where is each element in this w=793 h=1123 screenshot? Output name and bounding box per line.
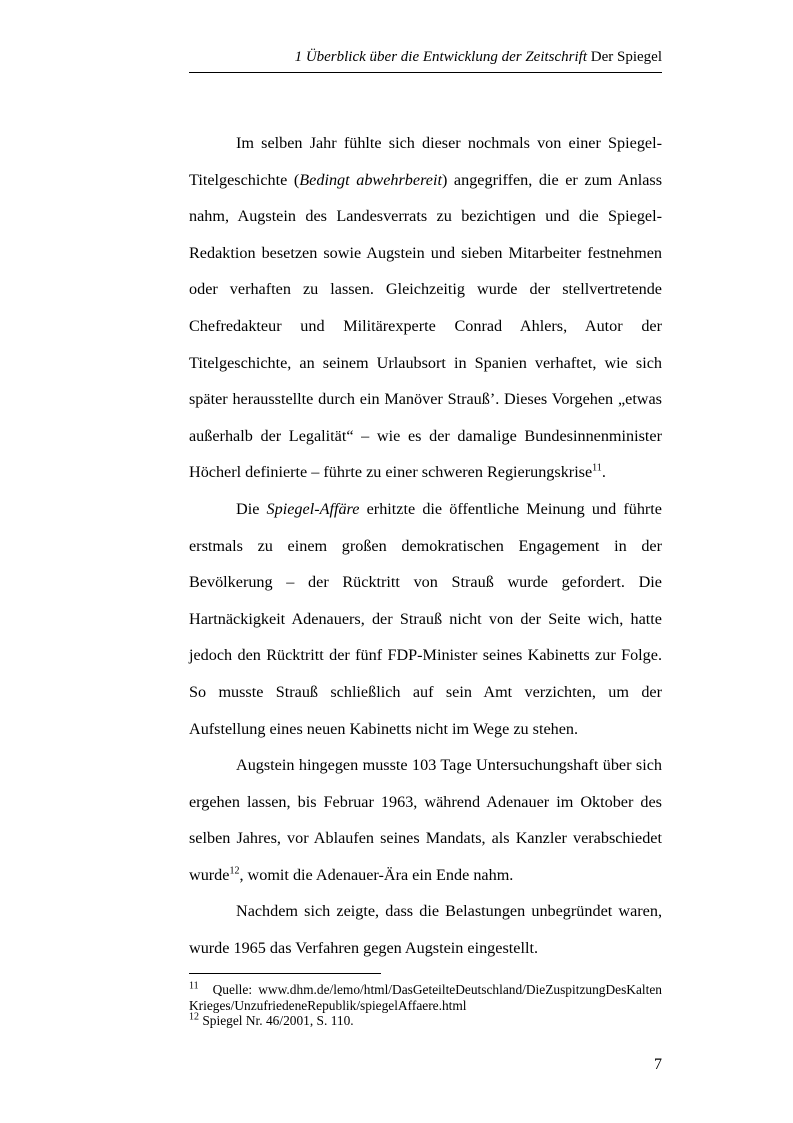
paragraph-3-text-a: Augstein hingegen musste 103 Tage Untersuchungshaft über sich ergehen lassen, bis Februar 1963, während Adenauer im Oktober des selben Jahres, vor Ablaufen seines Mandats, als Kanzler verabschiedet wurde: [189, 756, 662, 884]
footnote-ref-12[interactable]: 12: [229, 865, 240, 877]
footnote-number: 11: [189, 980, 199, 992]
paragraph-1-text-a: Im selben Jahr fühlte sich dieser nochmals von einer Spiegel-Titelgeschichte (: [189, 134, 662, 189]
paragraph-2-italic-term: Spiegel-Affäre: [266, 499, 360, 518]
paragraph-1-text-d: .: [601, 463, 606, 482]
paragraph-1: [189, 125, 662, 491]
footnote-text: Quelle: www.dhm.de/lemo/html/DasGeteilteDeutschland/DieZuspitzungDesKalten Krieges/UnzufriedeneRepublik/spiegelAffaere.html: [189, 982, 662, 1013]
paragraph-4-text: Nachdem sich zeigte, dass die Belastungen unbegründet waren, wurde 1965 das Verfahren gegen Augstein eingestellt.: [189, 902, 662, 958]
paragraph-2: [189, 491, 662, 747]
footnote-12: [189, 1013, 662, 1029]
page-number: 7: [654, 1056, 662, 1073]
paragraph-4: [189, 893, 662, 966]
main-text: [189, 125, 662, 967]
running-header-magazine: Der Spiegel: [590, 49, 662, 65]
paragraph-3: [189, 747, 662, 893]
paragraph-2-text-a: Die: [236, 499, 267, 518]
running-header: [189, 47, 662, 67]
paragraph-1-italic-title: Bedingt abwehrbereit: [299, 170, 442, 189]
footnote-number: 12: [189, 1011, 199, 1023]
footnote-text: Spiegel Nr. 46/2001, S. 110.: [202, 1013, 354, 1028]
footnote-11: [189, 982, 662, 1013]
footnote-separator: [189, 973, 381, 974]
paragraph-1-text-c: ) angegriffen, die er zum Anlass nahm, Augstein des Landesverrats zu bezichtigen und die Spiegel-Redaktion besetzen sowie Augstein und sieben Mitarbeiter festnehmen oder verhaften zu lassen. Gleichzeitig wurde der stellvertretende Chefredakteur und Militärexperte Conrad Ahlers, Autor der Titelgeschichte, an seinem Urlaubsort in Spanien verhaftet, wie sich später herausstellte durch ein Manöver Strauß’. Dieses Vorgehen „etwas außerhalb der Legalität“ – wie es der damalige Bundesinnenminister Höcherl definierte – führte zu einer schweren Regierungskrise: [189, 170, 663, 482]
footnote-ref-11[interactable]: 11: [592, 462, 602, 474]
header-rule: [189, 72, 662, 73]
running-header-chapter: 1 Überblick über die Entwicklung der Zeitschrift: [294, 49, 588, 65]
paragraph-3-text-b: , womit die Adenauer-Ära ein Ende nahm.: [239, 865, 514, 884]
paragraph-2-text-c: erhitzte die öffentliche Meinung und führte erstmals zu einem großen demokratischen Engagement in der Bevölkerung – der Rücktritt von Strauß wurde gefordert. Die Hartnäckigkeit Adenauers, der Strauß nicht von der Seite wich, hatte jedoch den Rücktritt der fünf FDP-Minister seines Kabinetts zur Folge. So musste Strauß schließlich auf sein Amt verzichten, um der Aufstellung eines neuen Kabinetts nicht im Wege zu stehen.: [189, 499, 662, 738]
footnotes: [189, 982, 662, 1029]
